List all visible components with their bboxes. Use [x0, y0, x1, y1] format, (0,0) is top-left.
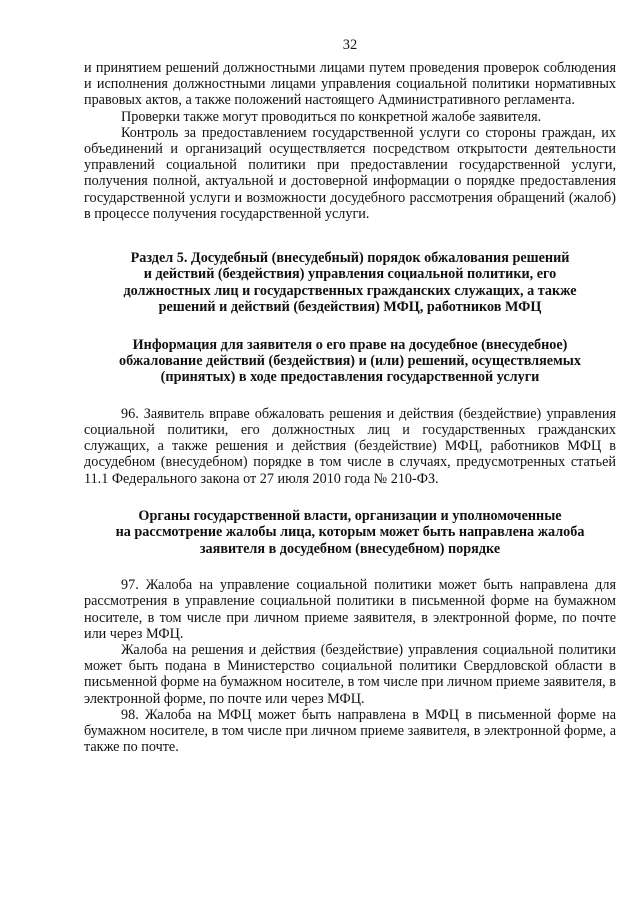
page-number: 32 [342, 37, 358, 53]
subheading-authorities [84, 508, 616, 557]
subheading-line: заявителя в досудебном (внесудебном) порядке [199, 540, 501, 557]
subheading-appeal-right [84, 337, 616, 386]
subheading-line: Органы государственной власти, организации и уполномоченные [138, 507, 562, 524]
intro-paragraph-2: Проверки также могут проводиться по конкретной жалобе заявителя. [121, 108, 542, 125]
document-page [84, 36, 616, 755]
section-5-title [84, 250, 616, 316]
intro-paragraph-1: и принятием решений должностными лицами путем проведения проверок соблюдения и исполнения должностными лицами управления социальной политики нормативных правовых актов, а также положений настоящего Административного регламента. [84, 60, 616, 109]
section-title-line: и действий (бездействия) управления социальной политики, его [143, 266, 557, 283]
subheading-line: Информация для заявителя о его праве на досудебное (внесудебное) [132, 336, 568, 353]
paragraph-97-continued: Жалоба на решения и действия (бездействие) управления социальной политики может быть подана в Министерство социальной политики Свердловской области в письменной форме на бумажном носителе, в том числе при личном приеме заявителя, в электронной форме, по почте или через МФЦ. [84, 641, 616, 707]
paragraph-97: 97. Жалоба на управление социальной политики может быть направлена для рассмотрения в управление социальной политики в письменной форме на бумажном носителе, в том числе при личном приеме заявителя, в электронной форме, по почте или через МФЦ. [84, 577, 616, 642]
subheading-line: обжалование действий (бездействия) и (или) решений, осуществляемых [119, 353, 581, 370]
section-title-line: решений и действий (бездействия) МФЦ, работников МФЦ [158, 299, 542, 316]
section-title-line: должностных лиц и государственных гражданских служащих, а также [123, 282, 577, 299]
section-title-line: Раздел 5. Досудебный (внесудебный) порядок обжалования решений [130, 250, 570, 267]
subheading-line: на рассмотрение жалобы лица, которым может быть направлена жалоба [115, 524, 585, 541]
subheading-line: (принятых) в ходе предоставления государственной услуги [160, 369, 540, 386]
paragraph-96: 96. Заявитель вправе обжаловать решения и действия (бездействие) управления социальной политики, его должностных лиц и государственных гражданских служащих, а также решения и действия (бездействие) МФЦ, работников МФЦ в досудебном (внесудебном) порядке в том числе в случаях, предусмотренных статьей 11.1 Федерального закона от 27 июля 2010 года № 210-ФЗ. [84, 405, 616, 487]
paragraph-98: 98. Жалоба на МФЦ может быть направлена в МФЦ в письменной форме на бумажном носителе, в том числе при личном приеме заявителя, в электронной форме, а также по почте. [84, 706, 616, 756]
intro-paragraph-3: Контроль за предоставлением государственной услуги со стороны граждан, их объединений и организаций осуществляется посредством открытости деятельности управлений социальной политики при предоставлении государственной услуги, получения полной, актуальной и достоверной информации о порядке предоставления государственной услуги и возможности досудебного рассмотрения обращений (жалоб) в процессе получения государственной услуги. [84, 124, 616, 222]
